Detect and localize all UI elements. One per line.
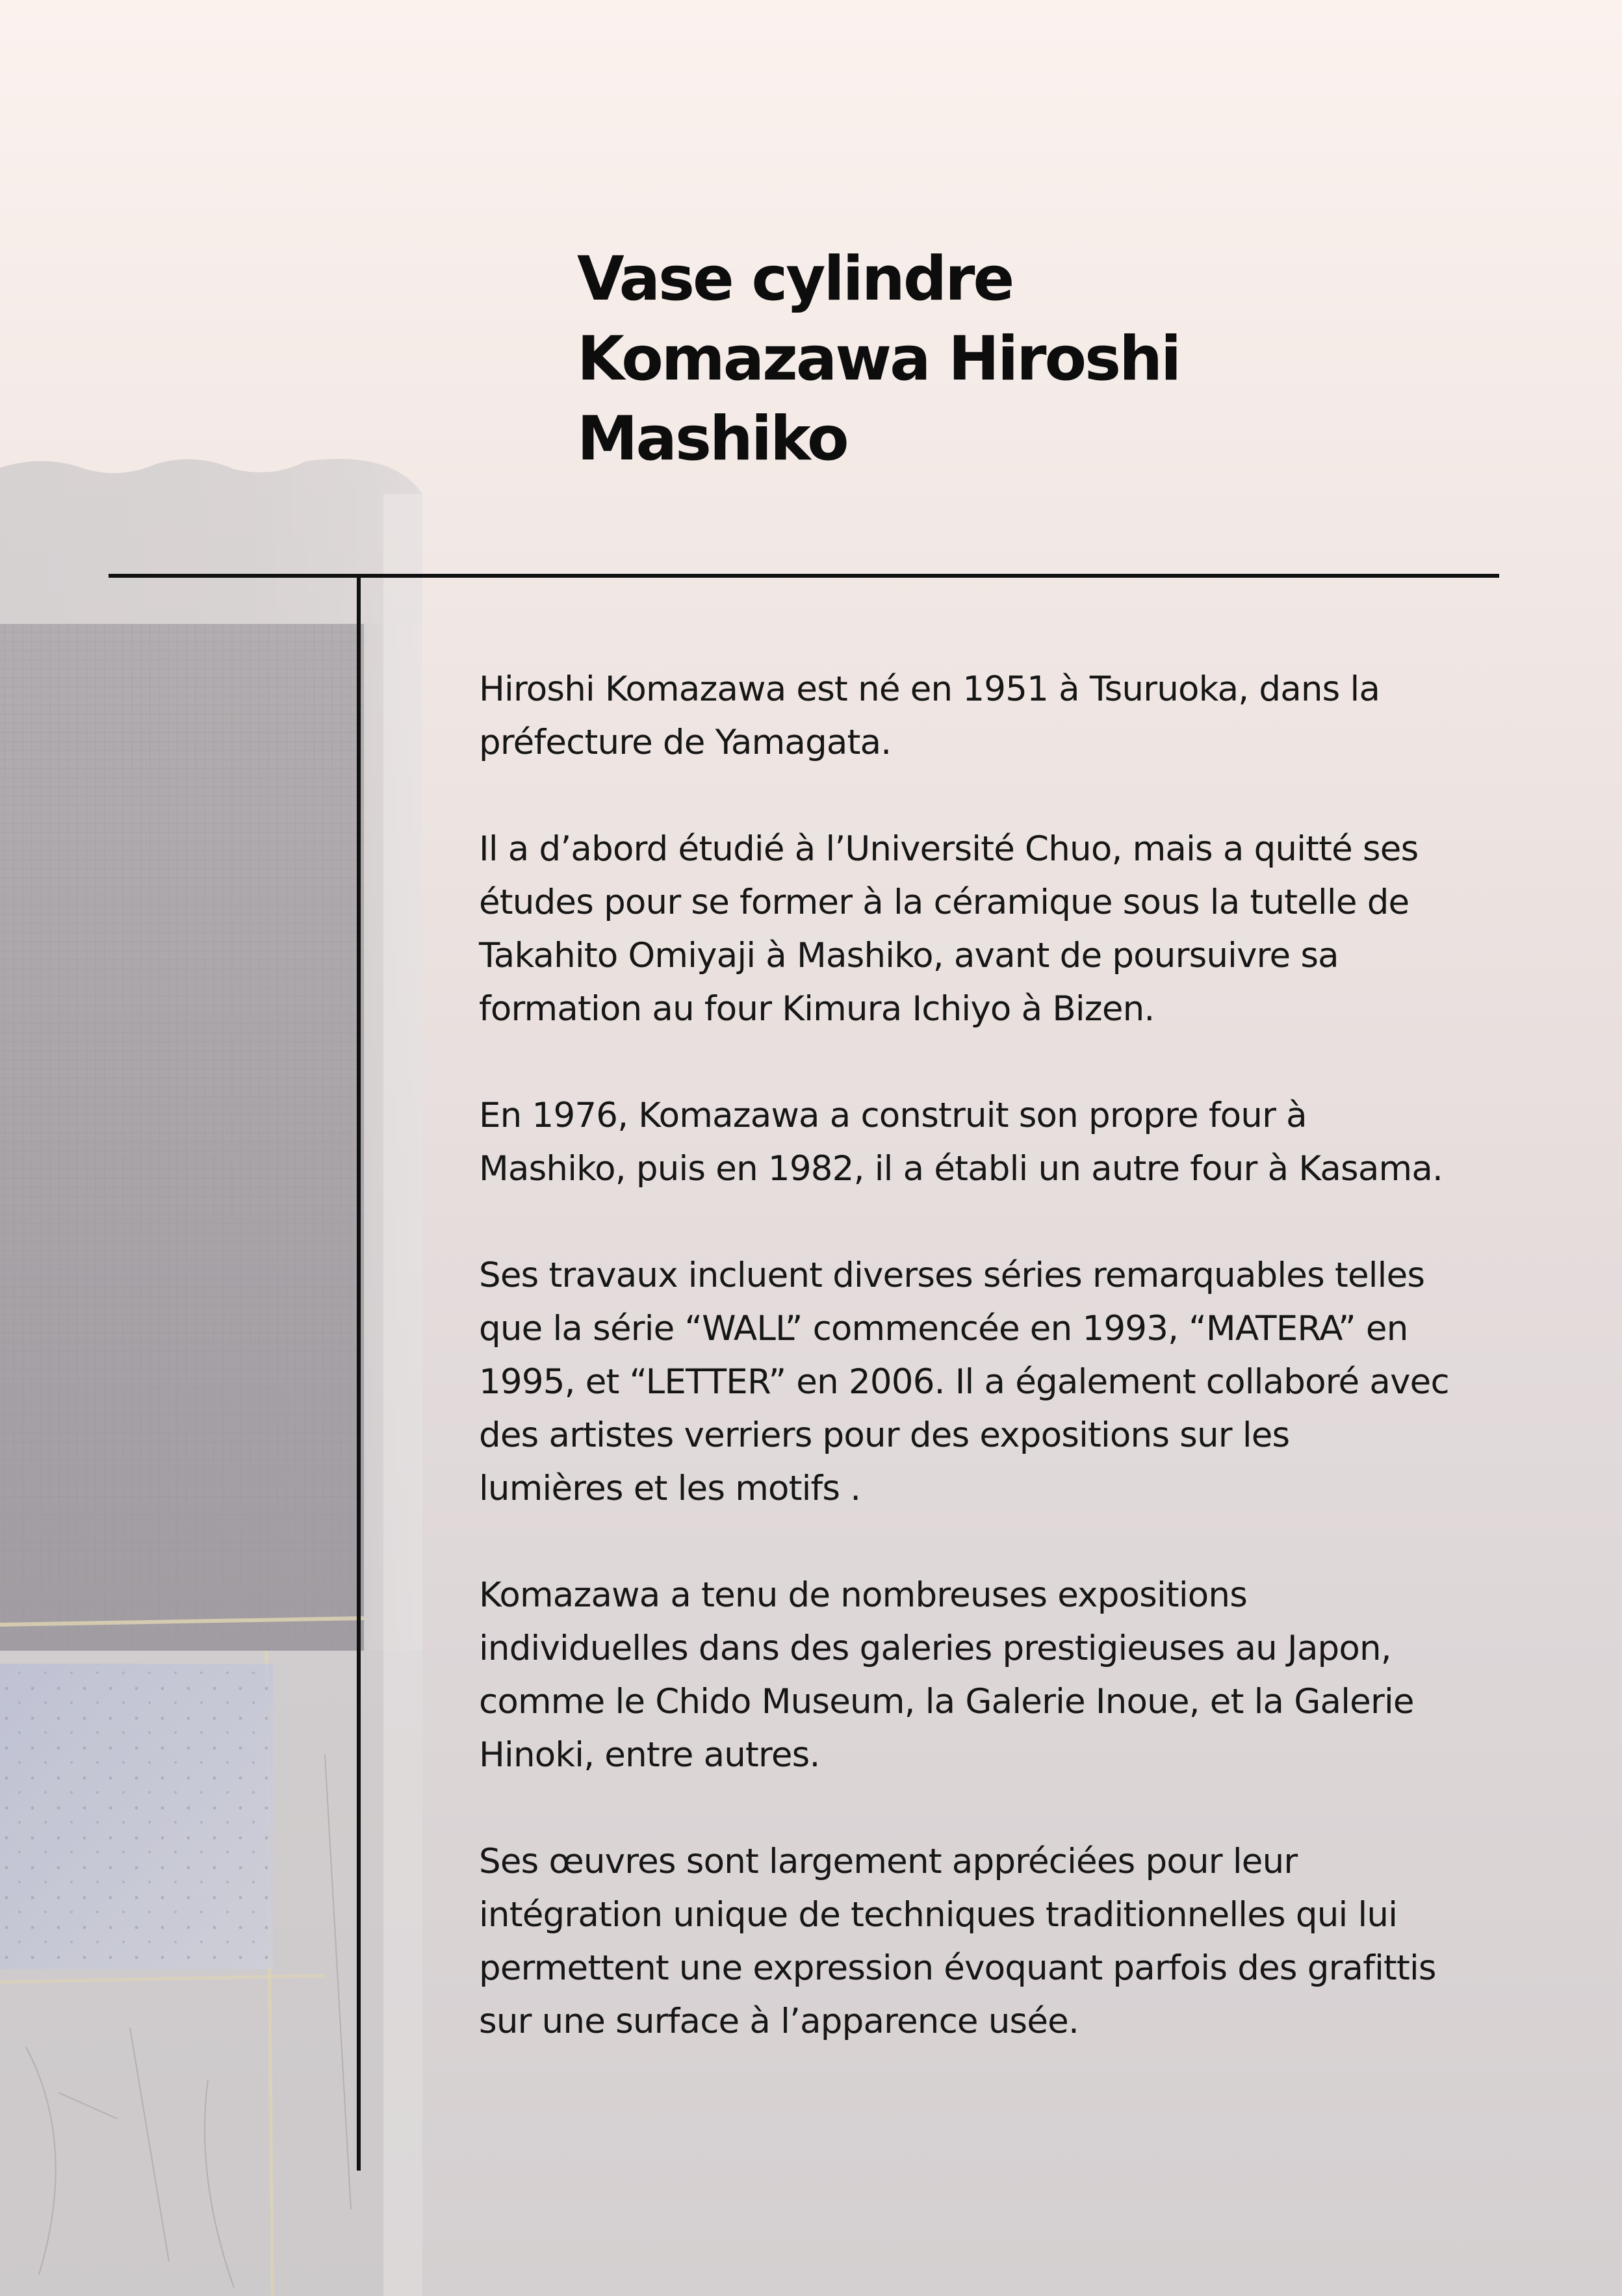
text-line: Mashiko, puis en 1982, il a établi un autre four à Kasama. [479,1149,1443,1189]
text-line: En 1976, Komazawa a construit son propre four à [479,1096,1307,1135]
text-line: permettent une expression évoquant parfois des grafittis [479,1948,1436,1988]
vertical-divider [357,574,361,2171]
text-line: Takahito Omiyaji à Mashiko, avant de poursuivre sa [479,936,1339,975]
text-line: préfecture de Yamagata. [479,723,892,762]
paragraph [479,1089,1538,1196]
title-line: Komazawa Hiroshi [577,324,1180,394]
text-line: des artistes verriers pour des expositions sur les [479,1415,1290,1455]
page-title [577,239,1179,479]
text-line: Komazawa a tenu de nombreuses expositions [479,1575,1248,1615]
paragraph [479,1249,1538,1516]
paragraph [479,1835,1538,2048]
text-line: intégration unique de techniques traditionnelles qui lui [479,1895,1398,1935]
text-line: Ses travaux incluent diverses séries remarquables telles [479,1256,1425,1295]
biography-text [479,663,1538,2102]
paragraph [479,1569,1538,1782]
paragraph [479,823,1538,1036]
text-line: études pour se former à la céramique sous la tutelle de [479,883,1410,922]
horizontal-divider [109,574,1499,578]
paragraph [479,663,1538,769]
text-line: Hinoki, entre autres. [479,1735,820,1775]
text-line: que la série “WALL” commencée en 1993, “MATERA” en [479,1309,1408,1348]
text-line: Il a d’abord étudié à l’Université Chuo, mais a quitté ses [479,829,1419,869]
text-line: sur une surface à l’apparence usée. [479,2002,1079,2041]
text-line: formation au four Kimura Ichiyo à Bizen. [479,989,1155,1029]
text-line: lumières et les motifs . [479,1469,861,1508]
text-line: Ses œuvres sont largement appréciées pour leur [479,1842,1298,1881]
text-line: 1995, et “LETTER” en 2006. Il a également collaboré avec [479,1362,1449,1402]
text-line: comme le Chido Museum, la Galerie Inoue, et la Galerie [479,1682,1414,1722]
title-line: Mashiko [577,404,847,474]
text-line: individuelles dans des galeries prestigieuses au Japon, [479,1629,1391,1668]
text-line: Hiroshi Komazawa est né en 1951 à Tsuruoka, dans la [479,669,1380,709]
title-line: Vase cylindre [577,244,1013,315]
